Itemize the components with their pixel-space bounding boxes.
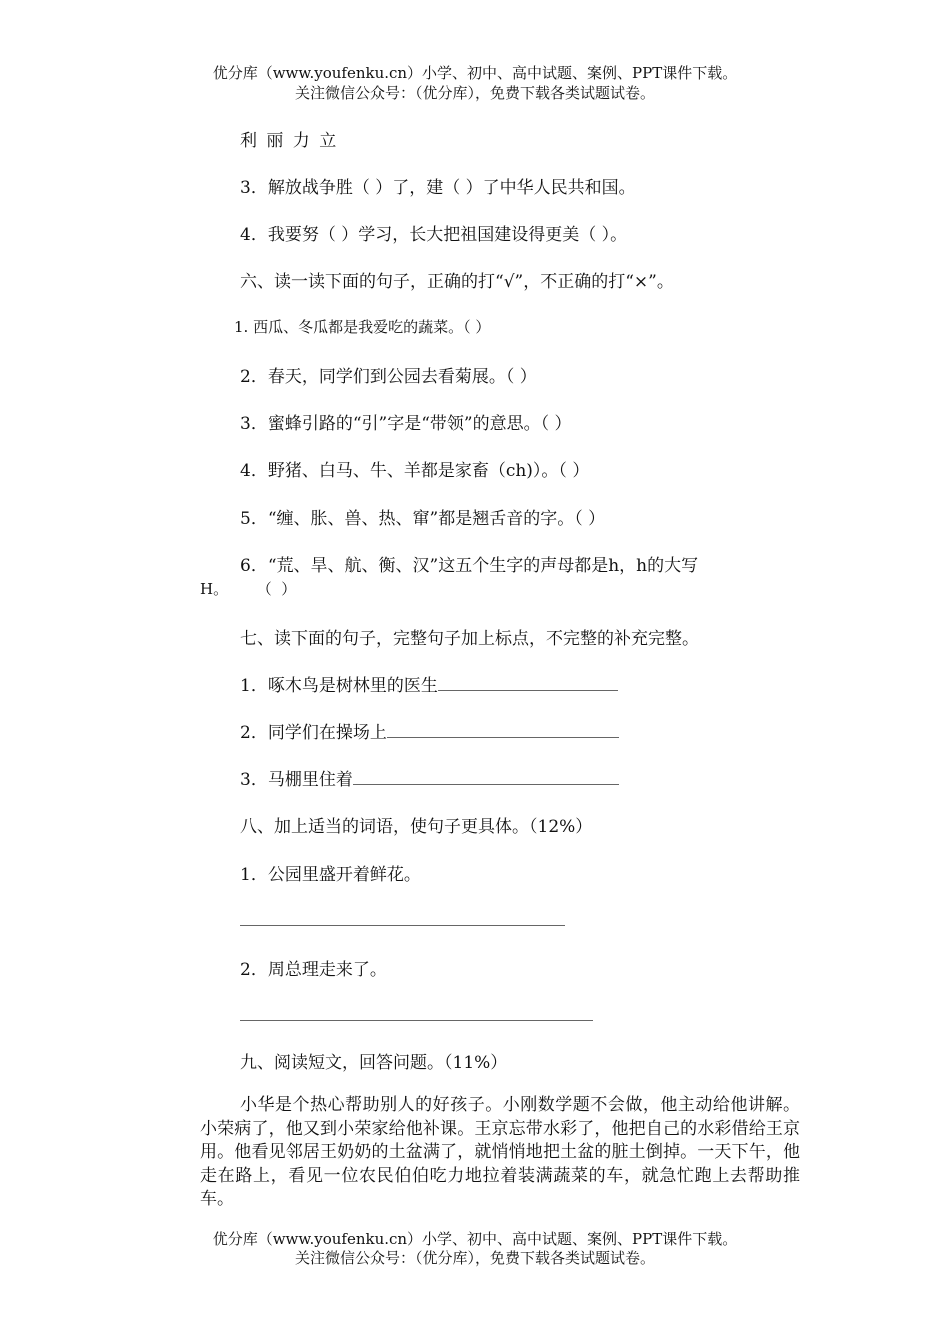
question-6-5: 5．“缠、胀、兽、热、窜”都是翘舌音的字。（ ）	[240, 509, 606, 529]
question-6-4: 4．野猪、白马、牛、羊都是家畜（ch)）。（ ）	[240, 461, 590, 481]
section-9-title: 九、阅读短文，回答问题。（11%）	[240, 1053, 508, 1073]
question-7-3-text: 3．马棚里住着	[240, 770, 353, 790]
header-line-2: 关注微信公众号：（优分库），免费下载各类试题试卷。	[294, 84, 655, 102]
question-6-3: 3．蜜蜂引路的“引”字是“带领”的意思。（ ）	[240, 414, 572, 434]
question-6-6-line2: H。 （ ）	[200, 580, 297, 598]
answer-line-8-1[interactable]	[240, 925, 565, 926]
footer-line-1: 优分库（www.youfenku.cn）小学、初中、高中试题、案例、PPT课件下载。	[212, 1230, 738, 1248]
question-6-2: 2．春天，同学们到公园去看菊展。（ ）	[240, 367, 537, 387]
word-options: 利 丽 力 立	[240, 131, 339, 151]
question-7-1-text: 1．啄木鸟是树林里的医生	[240, 676, 438, 696]
question-8-2: 2．周总理走来了。	[240, 960, 387, 980]
answer-blank-7-1[interactable]	[438, 674, 618, 691]
section-6-title: 六、读一读下面的句子，正确的打“√”，不正确的打“×”。	[240, 272, 674, 292]
question-7-2-text: 2．同学们在操场上	[240, 723, 387, 743]
header-line-1: 优分库（www.youfenku.cn）小学、初中、高中试题、案例、PPT课件下载。	[212, 64, 738, 82]
footer-line-2: 关注微信公众号：（优分库），免费下载各类试题试卷。	[294, 1249, 655, 1267]
question-6-6-line1: 6．“荒、旱、航、衡、汉”这五个生字的声母都是h，h的大写	[240, 556, 699, 576]
section-8-title: 八、加上适当的词语，使句子更具体。（12%）	[240, 817, 593, 837]
answer-blank-7-3[interactable]	[353, 768, 619, 785]
question-7-1	[240, 671, 618, 696]
question-5-4: 4．我要努（ ）学习，长大把祖国建设得更美（ ）。	[240, 225, 628, 245]
section-7-title: 七、读下面的句子，完整句子加上标点，不完整的补充完整。	[240, 629, 699, 649]
answer-blank-7-2[interactable]	[387, 721, 619, 738]
question-7-2	[240, 718, 619, 743]
question-5-3: 3．解放战争胜（ ）了，建（ ）了中华人民共和国。	[240, 178, 636, 198]
question-6-1: 1. 西瓜、冬瓜都是我爱吃的蔬菜。（ ）	[234, 318, 491, 336]
answer-line-8-2[interactable]	[240, 1020, 593, 1021]
question-8-1: 1．公园里盛开着鲜花。	[240, 865, 421, 885]
reading-passage: 小华是个热心帮助别人的好孩子。小刚数学题不会做，他主动给他讲解。小荣病了，他又到小荣家给他补课。王京忘带水彩了，他把自己的水彩借给王京用。他看见邻居王奶奶的土盆满了，就悄悄地把土盆的脏土倒掉。一天下午，他走在路上，看见一位农民伯伯吃力地拉着装满蔬菜的车，就急忙跑上去帮助推车。	[200, 1095, 800, 1209]
question-7-3	[240, 765, 619, 790]
